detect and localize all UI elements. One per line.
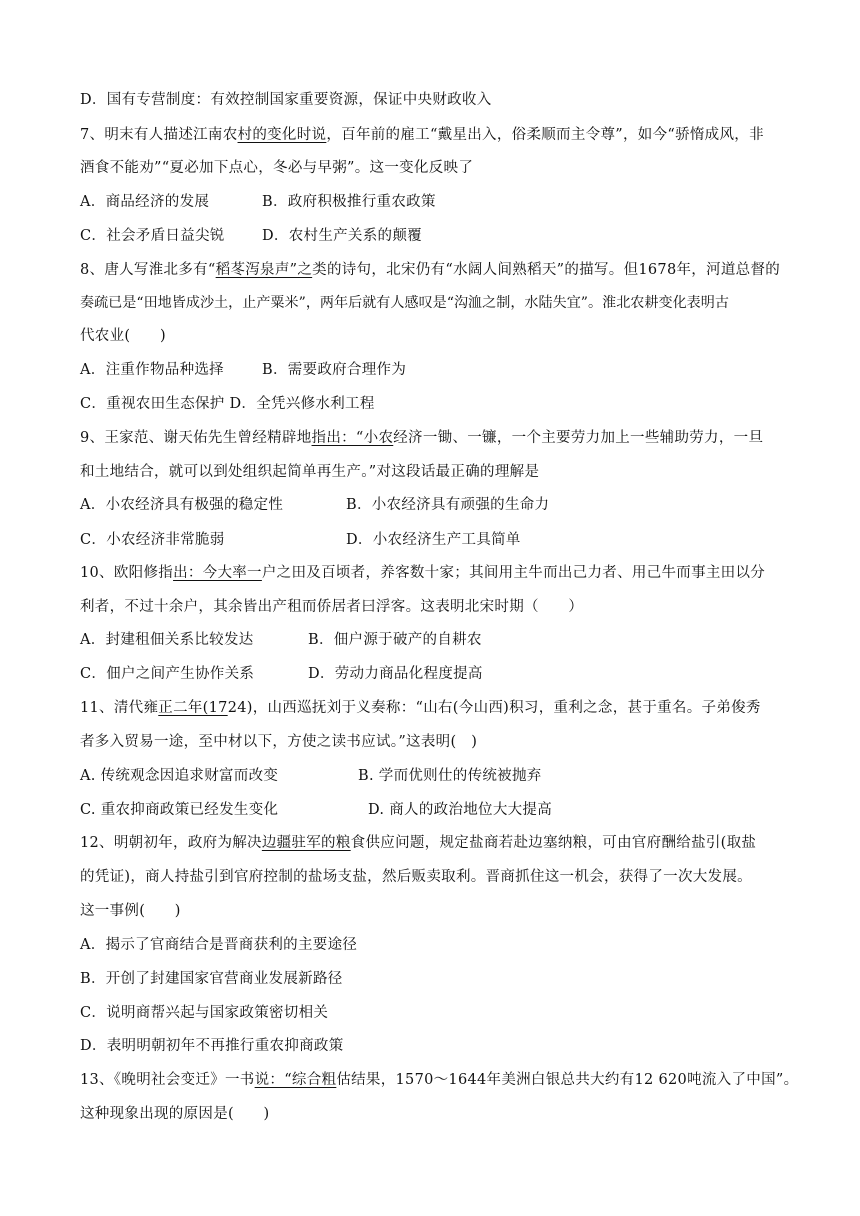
question-13-stem: [80, 1070, 798, 1090]
text: ，百年前的雇工“戴星出入，俗柔顺而主令尊”，如今“骄惰成风，非: [326, 127, 764, 143]
question-12-stem-end: 这一事例( ): [80, 903, 181, 919]
question-9-option-d: D．小农经济生产工具简单: [346, 532, 521, 548]
question-9-stem-cont: 和土地结合，就可以到处组织起简单再生产。”对这段话最正确的理解是: [80, 464, 540, 480]
question-10-stem: [80, 563, 765, 583]
question-8-option-b: B．需要政府合理作为: [262, 362, 407, 378]
question-8-stem: [80, 260, 780, 280]
text: 经济一锄、一镰，一个主要劳力加上一些辅助劳力，一旦: [393, 430, 764, 446]
text: 9、王家范、谢天佑先生曾经精辟地: [80, 430, 312, 446]
question-10-option-c: C．佃户之间产生协作关系: [80, 666, 255, 682]
question-10-stem-cont: 利者，不过十余户，其余皆出产租而侨居者曰浮客。这表明北宋时期（ ）: [80, 599, 584, 615]
text: 10、欧阳修指: [80, 565, 174, 581]
question-7-option-c: C．社会矛盾日益尖锐: [80, 228, 225, 244]
text: 24)，山西巡抚刘于义奏称：“山右(今山西)积习，重利之念，甚于重名。子弟俊秀: [227, 700, 761, 716]
text: 11、清代雍: [80, 700, 159, 716]
text: 12、明朝初年，政府为解决: [80, 835, 262, 851]
question-12-option-d: D．表明明朝初年不再推行重农抑商政策: [80, 1038, 344, 1054]
underlined-text: 指出：“小农: [311, 430, 394, 446]
question-9-option-c: C．小农经济非常脆弱: [80, 532, 225, 548]
underlined-text: 正二年(17: [158, 700, 228, 716]
question-11-option-c: C. 重农抑商政策已经发生变化: [80, 802, 279, 818]
text: 食供应问题，规定盐商若赴边塞纳粮，可由官府酬给盐引(取盐: [350, 835, 757, 851]
question-12-stem: [80, 833, 756, 853]
text: 户之田及百顷者，养客数十家；其间用主牛而出己力者、用己牛而事主田以分: [261, 565, 766, 581]
underlined-text: 说：“综合粗: [254, 1072, 337, 1088]
question-9-stem: [80, 428, 763, 448]
underlined-text: 出：今大率一: [173, 565, 262, 581]
question-7-option-d: D．农村生产关系的颠覆: [262, 228, 422, 244]
option-line: D．国有专营制度：有效控制国家重要资源，保证中央财政收入: [80, 92, 492, 108]
text: 7、明末有人描述江南农: [80, 127, 238, 143]
text: 13、《晚明社会变迁》一书: [80, 1072, 255, 1088]
text: 估结果，1570～1644年美洲白银总共大约有12 620吨流入了中国”。: [336, 1072, 799, 1088]
question-8-option-cd: C．重视农田生态保护 D．全凭兴修水利工程: [80, 396, 375, 412]
question-13-stem-cont: 这种现象出现的原因是( ): [80, 1106, 270, 1122]
underlined-text: 边疆驻军的粮: [261, 835, 351, 851]
question-7-stem-cont: 酒食不能劝”“夏必加下点心，冬必与早粥”。这一变化反映了: [80, 160, 474, 176]
question-11-option-b: B. 学而优则仕的传统被抛弃: [358, 768, 542, 784]
underlined-text: 稻苳泻泉声”之: [215, 262, 313, 278]
question-8-stem-cont: 奏疏已是“田地皆成沙土，止产粟米”，两年后就有人感叹是“沟洫之制，水陆失宜”。淮北农耕变化表明古: [80, 295, 729, 311]
question-10-option-b: B．佃户源于破产的自耕农: [308, 632, 482, 648]
question-10-option-a: A．封建租佃关系比较发达: [80, 632, 254, 648]
question-12-option-a: A．揭示了官商结合是晋商获利的主要途径: [80, 937, 358, 953]
question-7-option-a: A．商品经济的发展: [80, 194, 210, 210]
question-9-option-a: A．小农经济具有极强的稳定性: [80, 497, 284, 513]
text: 类的诗句，北宋仍有“水阔人间熟稻天”的描写。但1678年，河道总督的: [312, 262, 781, 278]
question-11-stem: [80, 698, 761, 718]
text: 8、唐人写淮北多有“: [80, 262, 216, 278]
question-10-option-d: D．劳动力商品化程度提高: [308, 666, 483, 682]
underlined-text: 村的变化时说: [237, 127, 327, 143]
question-11-stem-cont: 者多入贸易一途，至中材以下，方使之读书应试。”这表明( ): [80, 734, 478, 750]
question-12-option-c: C．说明商帮兴起与国家政策密切相关: [80, 1005, 329, 1021]
question-8-option-a: A．注重作物品种选择: [80, 362, 224, 378]
question-9-option-b: B．小农经济具有顽强的生命力: [346, 497, 550, 513]
question-11-option-a: A. 传统观念因追求财富而改变: [80, 768, 279, 784]
question-7-option-b: B．政府积极推行重农政策: [262, 194, 436, 210]
question-12-option-b: B．开创了封建国家官营商业发展新路径: [80, 971, 343, 987]
question-12-stem-cont: 的凭证)，商人持盐引到官府控制的盐场支盐，然后贩卖取利。晋商抓住这一机会，获得了一次大发展。: [80, 869, 752, 885]
question-7-stem: [80, 125, 764, 145]
question-11-option-d: D. 商人的政治地位大大提高: [368, 802, 553, 818]
question-8-stem-end: 代农业( ): [80, 328, 166, 344]
